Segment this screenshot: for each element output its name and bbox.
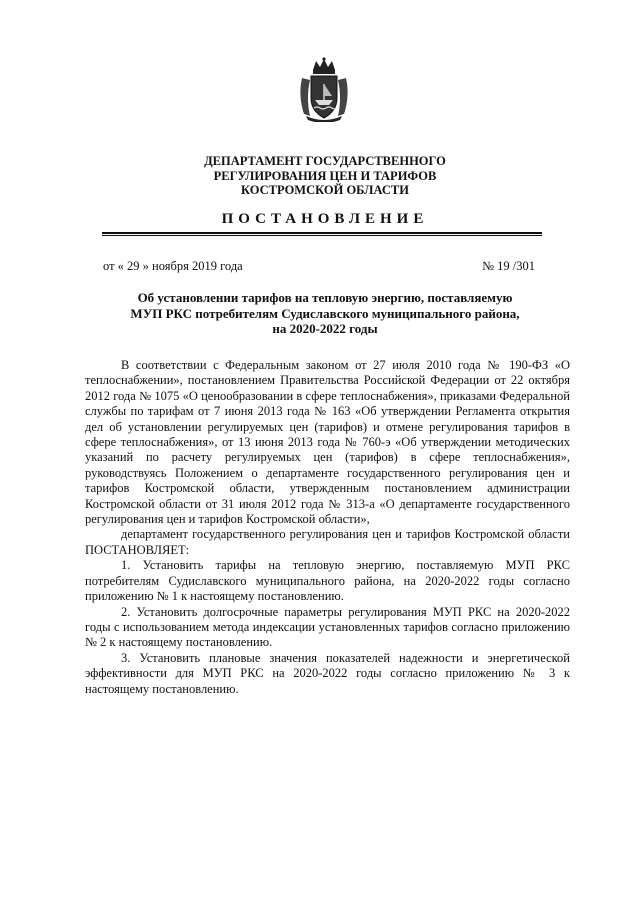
document-number: № 19 /301 bbox=[482, 259, 535, 273]
document-subject bbox=[90, 290, 560, 337]
document-type-title: ПОСТАНОВЛЕНИЕ bbox=[221, 211, 429, 227]
header-divider-thin bbox=[102, 235, 542, 236]
subject-line-2: МУП РКС потребителям Судиславского муниципального района, bbox=[130, 305, 520, 321]
subject-line-3: на 2020-2022 годы bbox=[272, 321, 378, 336]
agency-name bbox=[120, 154, 530, 198]
agency-line-2: РЕГУЛИРОВАНИЯ ЦЕН И ТАРИФОВ bbox=[213, 168, 437, 183]
header-divider-thick bbox=[102, 232, 542, 234]
agency-line-1: ДЕПАРТАМЕНТ ГОСУДАРСТВЕННОГО bbox=[204, 154, 446, 168]
subject-line-1: Об установлении тарифов на тепловую энергию, поставляемую bbox=[137, 290, 513, 305]
preamble-paragraph: В соответствии с Федеральным законом от 27 июля 2010 года № 190-ФЗ «О теплоснабжении», постановлением Правительства Российской Федерации от 22 октября 2012 года № 1075 «О ценообразовании в сфере теплоснабжения», приказами Федеральной службы по тарифам от 7 июня 2013 года № 163 «Об утверждении Регламента открытия дел об установлении регулируемых цен (тарифов) и отмене регулирования тарифов в сфере теплоснабжения», от 13 июня 2013 года № 760-э «Об утверждении методических указаний по расчету регулируемых цен (тарифов) в сфере теплоснабжения», руководствуясь Положением о департаменте государственного регулирования цен и тарифов Костромской области, утвержденным постановлением администрации Костромской области от 31 июля 2012 года № 313-а «О департаменте государственного регулирования цен и тарифов Костромской области», bbox=[85, 358, 570, 527]
agency-line-3: КОСТРОМСКОЙ ОБЛАСТИ bbox=[241, 183, 409, 197]
clause-3: 3. Установить плановые значения показателей надежности и энергетической эффективности для МУП РКС на 2020-2022 годы согласно приложению № 3 к настоящему постановлению. bbox=[85, 650, 570, 696]
document-body bbox=[85, 358, 570, 697]
document-date: от « 29 » ноября 2019 года bbox=[103, 259, 243, 273]
clause-1: 1. Установить тарифы на тепловую энергию, поставляемую МУП РКС потребителям Судиславского муниципального района, на 2020-2022 годы согласно приложению № 1 к настоящему постановлению. bbox=[85, 558, 570, 604]
resolve-paragraph: департамент государственного регулирования цен и тарифов Костромской области ПОСТАНОВЛЯЕТ: bbox=[85, 527, 570, 557]
coat-of-arms-icon bbox=[296, 56, 352, 122]
clause-2: 2. Установить долгосрочные параметры регулирования МУП РКС на 2020-2022 годы с использованием метода индексации установленных тарифов согласно приложению № 2 к настоящему постановлению. bbox=[85, 604, 570, 650]
